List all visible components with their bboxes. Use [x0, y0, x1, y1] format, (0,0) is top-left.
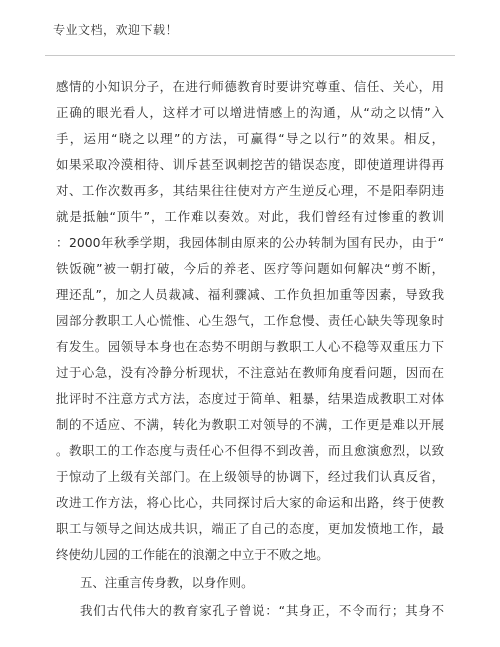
paragraph-line: 感情的小知识分子，在进行师德教育时要讲究尊重、信任、关心，用 [56, 79, 444, 94]
paragraph-line: 过于心急，没有冷静分析现状，不注意站在教师角度看问题，因而在 [56, 365, 444, 380]
paragraph-line: 改进工作方法，将心比心，共同探讨后大家的命运和出路，终于使教 [56, 495, 444, 510]
header-divider [45, 55, 455, 56]
paragraph-line: 正确的眼光看人，这样才可以增进情感上的沟通，从“动之以情”入 [56, 105, 444, 120]
paragraph-line: ：2000年秋季学期，我园体制由原来的公办转制为国有民办，由于“ [56, 235, 444, 250]
paragraph-line: 手，运用“晓之以理”的方法，可赢得“导之以行”的效果。相反， [56, 131, 444, 146]
paragraph-line: 就是抵触“顶牛”，工作难以奏效。对此，我们曾经有过惨重的教训 [56, 209, 444, 224]
section-heading: 五、注重言传身教，以身作则。 [80, 575, 254, 590]
paragraph-line: 铁饭碗”被一朝打破，今后的养老、医疗等问题如何解决“剪不断， [56, 261, 444, 276]
paragraph-line: 理还乱”，加之人员裁减、福利骤减、工作负担加重等因素，导致我 [56, 287, 444, 302]
paragraph-line: 对、工作次数再多，其结果往往使对方产生逆反心理，不是阳奉阴违 [56, 183, 444, 198]
paragraph-line: 于惊动了上级有关部门。在上级领导的协调下，经过我们认真反省， [56, 469, 444, 484]
paragraph-line: 终使幼儿园的工作能在的浪潮之中立于不败之地。 [56, 547, 329, 562]
paragraph-line: 有发生。园领导本身也在态势不明朗与教职工人心不稳等双重压力下 [56, 339, 444, 354]
paragraph-line: 我们古代伟大的教育家孔子曾说：“其身正，不令而行；其身不 [80, 603, 444, 618]
paragraph-line: 批评时不注意方式方法，态度过于简单、粗暴，结果造成教职工对体 [56, 391, 444, 406]
paragraph-line: 制的不适应、不满，转化为教职工对领导的不满，工作更是难以开展 [56, 417, 444, 432]
paragraph-line: 职工与领导之间达成共识，端正了自己的态度，更加发愤地工作，最 [56, 521, 444, 536]
paragraph-line: 园部分教职工人心慌惟、心生怨气，工作怠慢、责任心缺失等现象时 [56, 313, 444, 328]
paragraph-line: 。教职工的工作态度与责任心不但得不到改善，而且愈演愈烈，以致 [56, 443, 444, 458]
paragraph-line: 如果采取冷漠相待、训斥甚至讽刺挖苦的错误态度，即使道理讲得再 [56, 157, 444, 172]
page-header: 专业文档，欢迎下载！ [53, 23, 179, 37]
